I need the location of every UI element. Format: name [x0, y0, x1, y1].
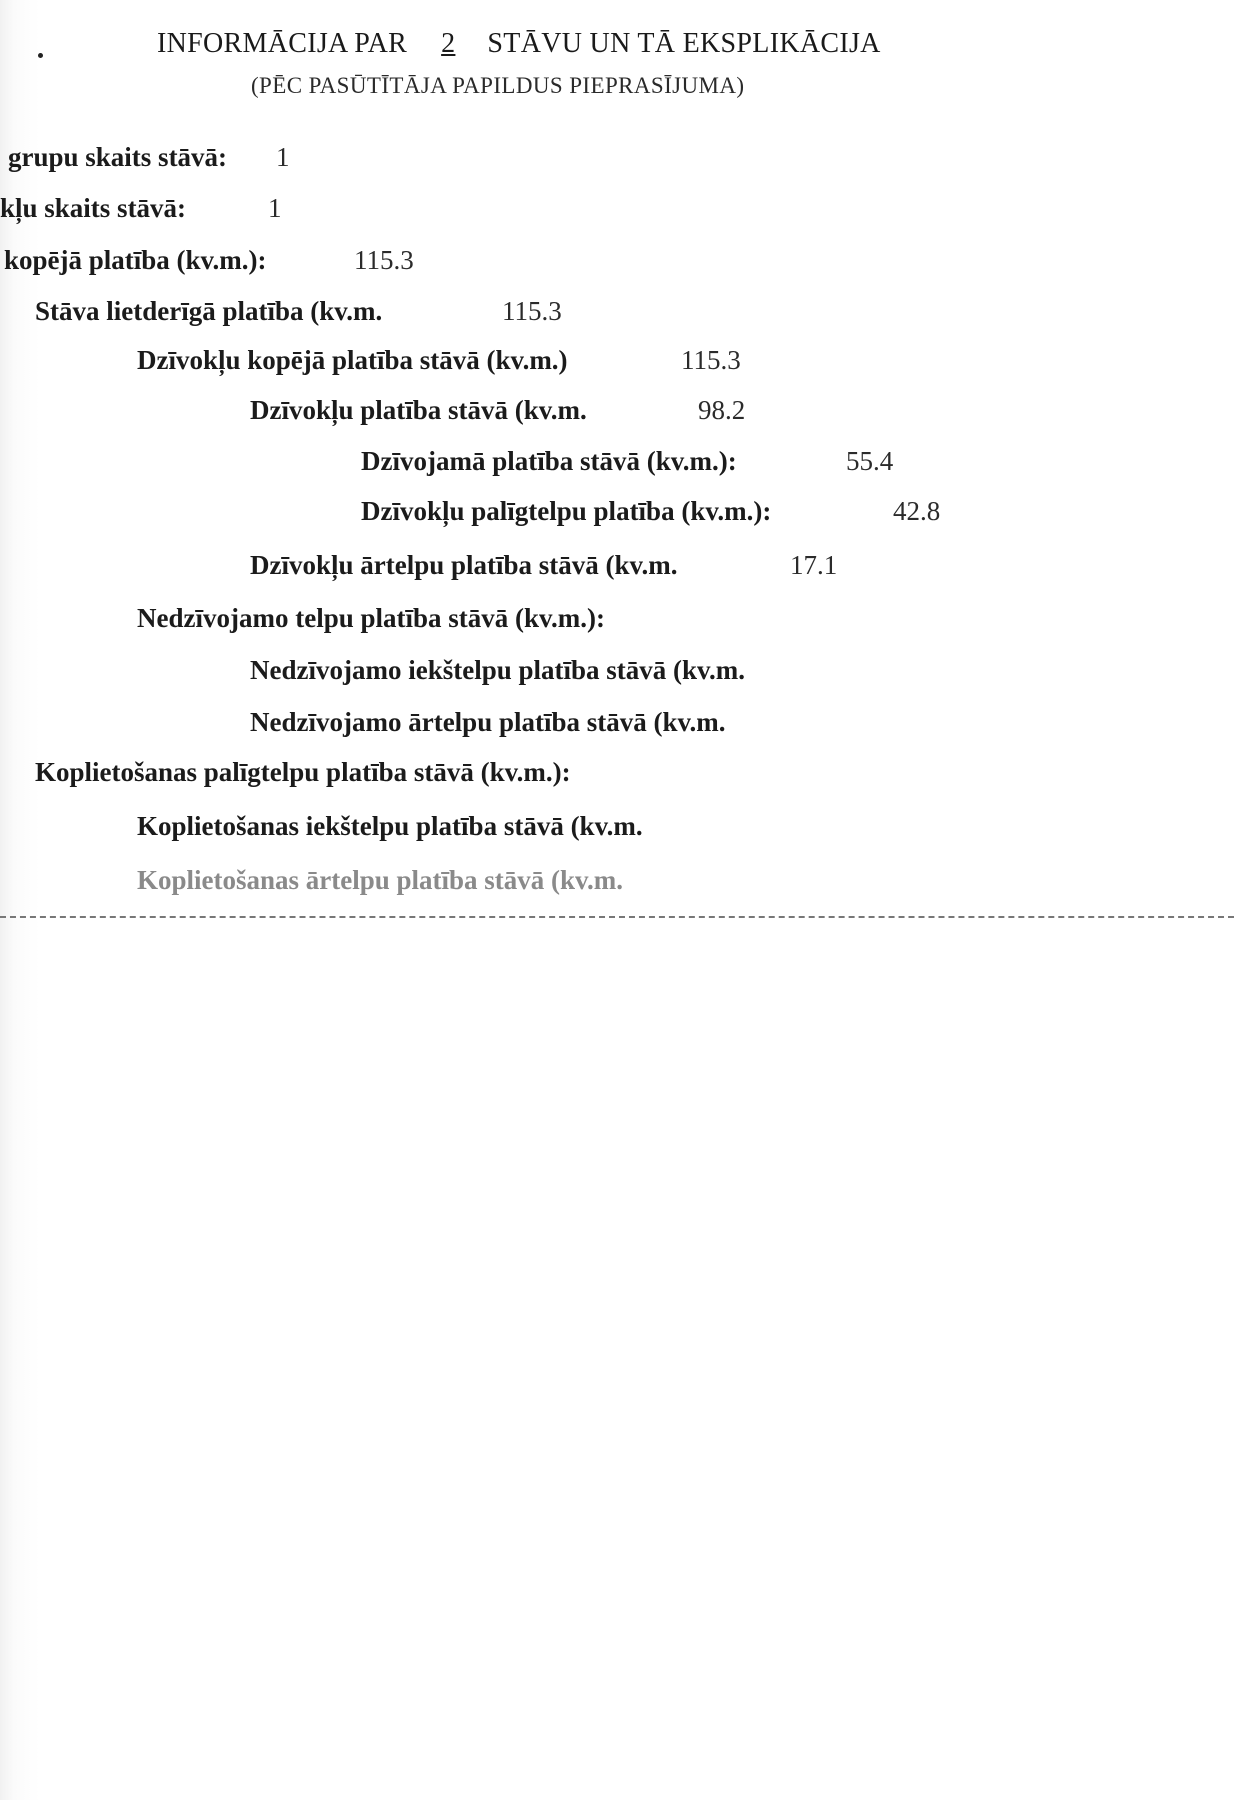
row-label: kļu skaits stāvā: [0, 193, 187, 223]
row-label: Dzīvokļu platība stāvā (kv.m. [250, 395, 587, 425]
row-value: 115.3 [681, 345, 741, 375]
row-label: Koplietošanas ārtelpu platība stāvā (kv.m. [137, 865, 624, 895]
row-value: 42.8 [893, 496, 941, 526]
page-subtitle: (PĒC PASŪTĪTĀJA PAPILDUS PIEPRASĪJUMA) [251, 73, 745, 98]
row-label: Nedzīvojamo ārtelpu platība stāvā (kv.m. [250, 707, 726, 737]
row-label: Nedzīvojamo telpu platība stāvā (kv.m.): [137, 603, 605, 633]
row-label: Dzīvokļu kopējā platība stāvā (kv.m.) [137, 345, 568, 375]
dashed-separator [0, 916, 1234, 918]
row-label: Koplietošanas palīgtelpu platība stāvā (kv.m.): [35, 757, 571, 787]
row-label: kopējā platība (kv.m.): [4, 245, 267, 275]
floor-number: 2 [441, 28, 456, 59]
row-value: 1 [276, 142, 290, 172]
title-suffix: STĀVU UN TĀ EKSPLIKĀCIJA [487, 28, 881, 59]
bullet-mark [38, 53, 43, 58]
row-value: 115.3 [502, 296, 562, 326]
row-label: Koplietošanas iekštelpu platība stāvā (kv.m. [137, 811, 643, 841]
row-value: 55.4 [846, 446, 894, 476]
row-label: Dzīvojamā platība stāvā (kv.m.): [361, 446, 737, 476]
row-label: Stāva lietderīgā platība (kv.m. [35, 296, 383, 326]
row-label: grupu skaits stāvā: [8, 142, 228, 172]
row-label: Nedzīvojamo iekštelpu platība stāvā (kv.m. [250, 655, 746, 685]
row-label: Dzīvokļu palīgtelpu platība (kv.m.): [361, 496, 772, 526]
row-value: 98.2 [698, 395, 746, 425]
row-value: 115.3 [354, 245, 414, 275]
page-title [157, 28, 881, 60]
row-label: Dzīvokļu ārtelpu platība stāvā (kv.m. [250, 550, 678, 580]
title-prefix: INFORMĀCIJA PAR [157, 28, 408, 59]
row-value: 1 [268, 193, 282, 223]
row-value: 17.1 [790, 550, 838, 580]
